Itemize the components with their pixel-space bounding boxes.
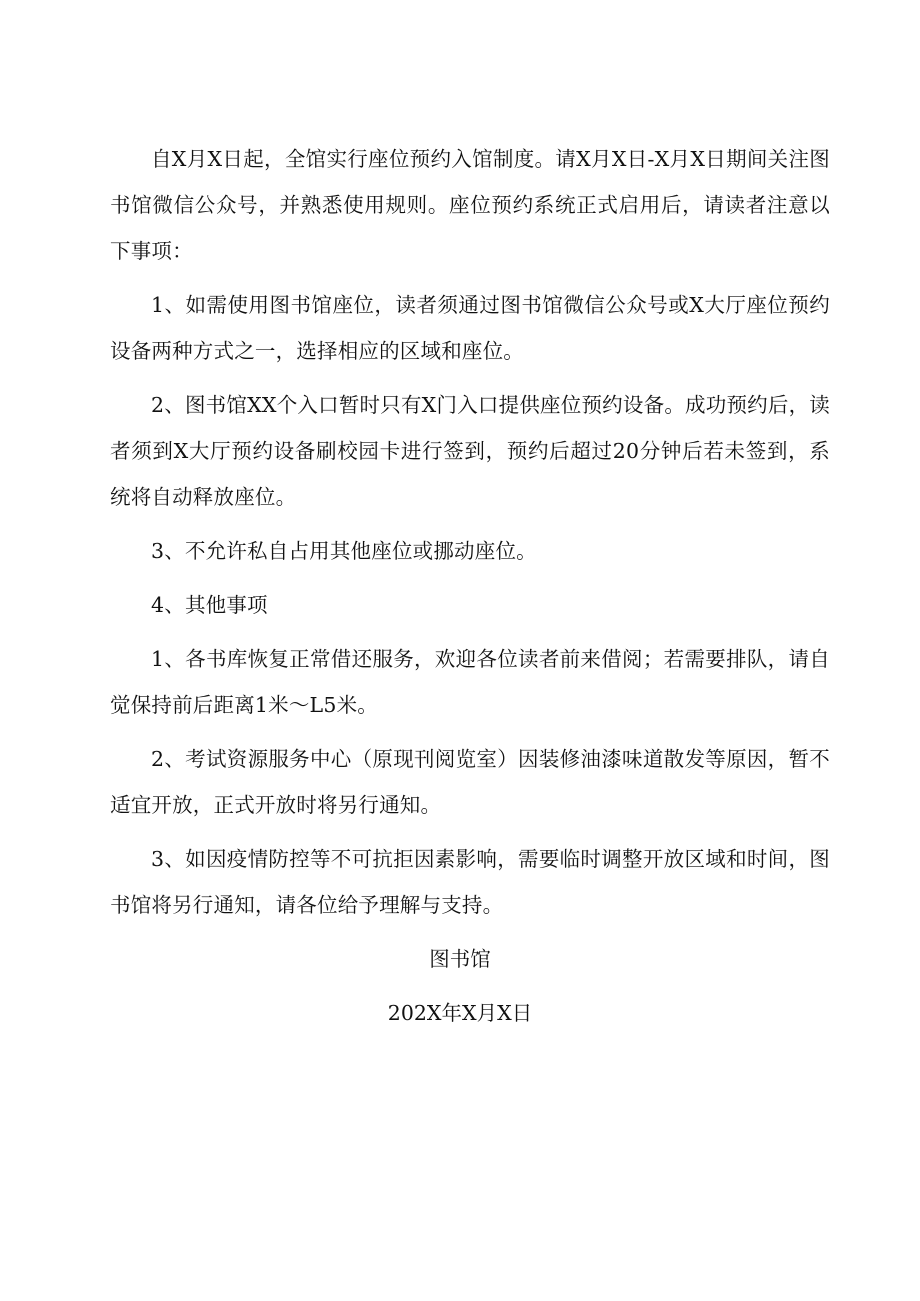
paragraph-other-2: 2、考试资源服务中心（原现刊阅览室）因装修油漆味道散发等原因，暂不适宜开放，正式开放时将另行通知。 [110, 747, 830, 817]
paragraph-item-1: 1、如需使用图书馆座位，读者须通过图书馆微信公众号或X大厅座位预约设备两种方式之一，选择相应的区域和座位。 [110, 293, 830, 363]
paragraph-intro: 自X月X日起，全馆实行座位预约入馆制度。请X月X日-X月X日期间关注图书馆微信公众号，并熟悉使用规则。座位预约系统正式启用后，请读者注意以下事项： [110, 147, 830, 263]
signature-organization: 图书馆 [429, 947, 491, 971]
signature-date: 202X年X月X日 [387, 1001, 533, 1025]
paragraph-item-2: 2、图书馆XX个入口暂时只有X门入口提供座位预约设备。成功预约后，读者须到X大厅预约设备刷校园卡进行签到，预约后超过20分钟后若未签到，系统将自动释放座位。 [110, 393, 830, 509]
paragraph-other-1: 1、各书库恢复正常借还服务，欢迎各位读者前来借阅；若需要排队，请自觉保持前后距离1米～L5米。 [110, 647, 830, 717]
paragraph-item-3: 3、不允许私自占用其他座位或挪动座位。 [151, 539, 537, 563]
paragraph-other-3: 3、如因疫情防控等不可抗拒因素影响，需要临时调整开放区域和时间，图书馆将另行通知，请各位给予理解与支持。 [110, 847, 830, 917]
paragraph-section-other: 4、其他事项 [151, 593, 268, 617]
